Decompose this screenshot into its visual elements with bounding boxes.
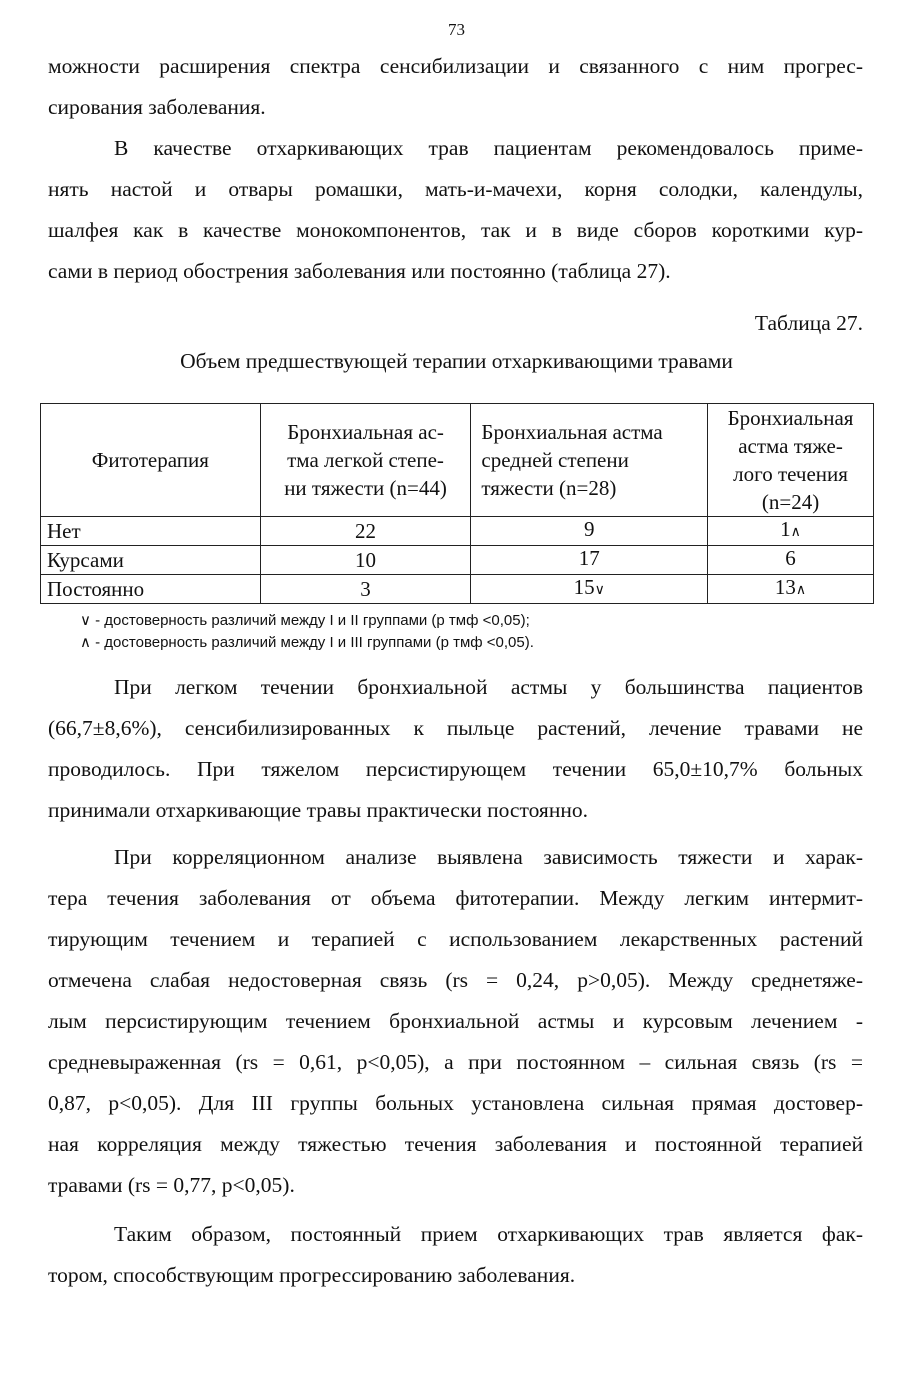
cell-moderate: 15∨	[471, 575, 708, 604]
row-label: Нет	[41, 517, 261, 546]
text-line: При легком течении бронхиальной астмы у большинства пациентов	[114, 675, 863, 699]
table-notes	[80, 610, 534, 654]
table-row	[41, 575, 874, 604]
cell-mild: 22	[260, 517, 471, 546]
header-severe: Бронхиальная астма тяже- лого течения (n=24)	[708, 404, 874, 517]
header-mild: Бронхиальная ас- тма легкой степе- ни тяжести (n=44)	[260, 404, 471, 517]
text-line: 0,87, р<0,05). Для III группы больных установлена сильная прямая достовер-	[48, 1091, 863, 1115]
table-note: ∧ - достоверность различий между I и III группами (р тмф <0,05).	[80, 634, 534, 651]
text-line: средневыраженная (rs = 0,61, р<0,05), а при постоянном – сильная связь (rs =	[48, 1050, 863, 1074]
table-title: Объем предшествующей терапии отхаркивающими травами	[180, 349, 733, 373]
table-header-row	[41, 404, 874, 517]
cell-moderate: 9	[471, 517, 708, 546]
row-label: Постоянно	[41, 575, 261, 604]
text-line: тера течения заболевания от объема фитотерапии. Между легким интермит-	[48, 886, 863, 910]
table-row	[41, 546, 874, 575]
header-moderate: Бронхиальная астма средней степени тяжести (n=28)	[471, 404, 708, 517]
cell-severe: 13∧	[708, 575, 874, 604]
text-line: можности расширения спектра сенсибилизации и связанного с ним прогрес-	[48, 54, 863, 78]
correlation-paragraphs	[48, 837, 863, 1296]
results-paragraph	[48, 667, 863, 831]
text-line: ная корреляция между тяжестью течения заболевания и постоянной терапией	[48, 1132, 863, 1156]
text-line: шалфея как в качестве монокомпонентов, так и в виде сборов короткими кур-	[48, 218, 863, 242]
table-label: Таблица 27.	[754, 311, 863, 335]
text-line: нять настой и отвары ромашки, мать-и-мачехи, корня солодки, календулы,	[48, 177, 863, 201]
page-number: 73	[448, 20, 465, 39]
cell-mild: 3	[260, 575, 471, 604]
text-line: В качестве отхаркивающих трав пациентам рекомендовалось приме-	[114, 136, 863, 160]
phytotherapy-table	[40, 403, 874, 604]
text-line: отмечена слабая недостоверная связь (rs = 0,24, р>0,05). Между среднетяже-	[48, 968, 863, 992]
table-note: ∨ - достоверность различий между I и II группами (р тмф <0,05);	[80, 612, 530, 629]
row-label: Курсами	[41, 546, 261, 575]
header-phytotherapy: Фитотерапия	[41, 404, 261, 517]
table-row	[41, 517, 874, 546]
cell-severe: 1∧	[708, 517, 874, 546]
intro-paragraphs	[48, 46, 863, 292]
text-line: принимали отхаркивающие травы практически постоянно.	[48, 798, 588, 822]
text-line: сирования заболевания.	[48, 95, 266, 119]
text-line: проводилось. При тяжелом персистирующем течении 65,0±10,7% больных	[48, 757, 863, 781]
text-line: При корреляционном анализе выявлена зависимость тяжести и харак-	[114, 845, 863, 869]
text-line: лым персистирующим течением бронхиальной астмы и курсовым лечением -	[48, 1009, 863, 1033]
text-line: тором, способствующим прогрессированию заболевания.	[48, 1263, 576, 1287]
cell-mild: 10	[260, 546, 471, 575]
text-line: травами (rs = 0,77, р<0,05).	[48, 1173, 295, 1197]
text-line: тирующим течением и терапией с использованием лекарственных растений	[48, 927, 863, 951]
text-line: (66,7±8,6%), сенсибилизированных к пыльце растений, лечение травами не	[48, 716, 863, 740]
cell-moderate: 17	[471, 546, 708, 575]
cell-severe: 6	[708, 546, 874, 575]
text-line: сами в период обострения заболевания или постоянно (таблица 27).	[48, 259, 671, 283]
text-line: Таким образом, постоянный прием отхаркивающих трав является фак-	[114, 1222, 863, 1246]
